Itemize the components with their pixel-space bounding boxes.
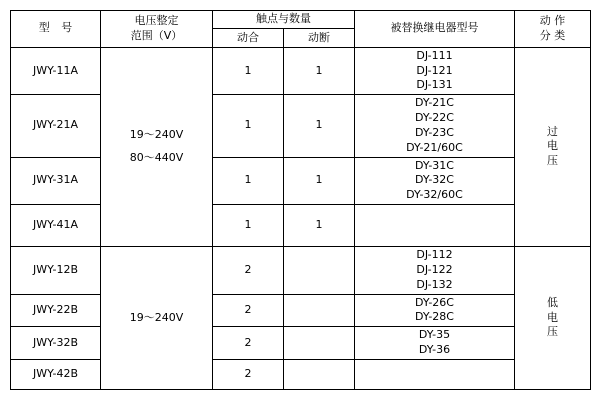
header-action-line1: 动 作: [539, 13, 566, 27]
cell-model: JWY-11A: [11, 47, 101, 95]
header-contacts-nc: 动断: [284, 29, 355, 47]
cell-model: JWY-12B: [11, 247, 101, 295]
table-header-row-1: [11, 11, 591, 29]
header-replaced-model: 被替换继电器型号: [355, 11, 515, 48]
cell-contacts-nc: [284, 247, 355, 295]
table-row: [11, 47, 591, 95]
cell-contacts-nc: 1: [284, 157, 355, 205]
header-model: 型 号: [11, 11, 101, 48]
cell-contacts-nc: [284, 327, 355, 360]
cell-contacts-no: 1: [213, 157, 284, 205]
cell-contacts-nc: [284, 294, 355, 327]
replaced-line: DY-35: [418, 328, 451, 342]
header-action-line2: 分 类: [539, 28, 566, 42]
replaced-line: DY-32/60C: [406, 188, 463, 202]
header-voltage-line1: 电压整定: [134, 13, 179, 27]
replaced-line: DY-36: [418, 343, 451, 357]
cell-replaced: [355, 247, 515, 295]
replaced-line: DY-28C: [415, 310, 454, 324]
voltage-line: 19～240V: [129, 310, 184, 324]
cell-contacts-nc: 1: [284, 47, 355, 95]
replaced-line: DY-22C: [415, 111, 454, 125]
table-row: [11, 157, 591, 205]
cell-contacts-no: 2: [213, 247, 284, 295]
table-row: [11, 95, 591, 157]
cell-model: JWY-42B: [11, 360, 101, 390]
replaced-line: DY-26C: [415, 295, 454, 309]
cell-replaced-empty: [355, 205, 515, 247]
action-class-char: 电: [547, 139, 558, 153]
voltage-line: 80～440V: [129, 150, 184, 164]
cell-contacts-nc: 1: [284, 95, 355, 157]
cell-voltage-group-2: [101, 247, 213, 390]
cell-action-class-group-1: [515, 47, 591, 246]
cell-replaced: [355, 95, 515, 157]
replaced-line: DJ-131: [416, 78, 453, 92]
table-row: [11, 294, 591, 327]
cell-contacts-no: 2: [213, 360, 284, 390]
cell-contacts-nc: 1: [284, 205, 355, 247]
replaced-line: DY-31C: [415, 158, 454, 172]
action-class-char: 压: [547, 325, 558, 339]
cell-replaced: [355, 157, 515, 205]
action-class-char: 过: [547, 124, 558, 138]
replaced-line: DJ-132: [416, 277, 453, 291]
replaced-line: DJ-112: [416, 248, 453, 262]
relay-spec-table: [10, 10, 591, 390]
cell-replaced-empty: [355, 360, 515, 390]
header-contacts: 触点与数量: [213, 11, 355, 29]
cell-model: JWY-22B: [11, 294, 101, 327]
voltage-gap: [103, 143, 210, 151]
cell-model: JWY-32B: [11, 327, 101, 360]
table-row: [11, 205, 591, 247]
cell-model: JWY-41A: [11, 205, 101, 247]
cell-contacts-no: 2: [213, 327, 284, 360]
voltage-line: 19～240V: [129, 128, 184, 142]
replaced-line: DJ-111: [416, 48, 453, 62]
cell-model: JWY-31A: [11, 157, 101, 205]
cell-replaced: [355, 47, 515, 95]
replaced-line: DJ-122: [416, 262, 453, 276]
action-class-char: 电: [547, 310, 558, 324]
action-class-char: 低: [547, 295, 558, 309]
table-row: [11, 327, 591, 360]
table-row: [11, 360, 591, 390]
header-action-class: [515, 11, 591, 48]
cell-contacts-no: 2: [213, 294, 284, 327]
header-voltage-range: [101, 11, 213, 48]
cell-contacts-no: 1: [213, 205, 284, 247]
table-row: [11, 247, 591, 295]
cell-contacts-nc: [284, 360, 355, 390]
replaced-line: DY-32C: [415, 173, 454, 187]
action-class-char: 压: [547, 154, 558, 168]
replaced-line: DY-21/60C: [406, 140, 463, 154]
header-contacts-no: 动合: [213, 29, 284, 47]
cell-replaced: [355, 327, 515, 360]
cell-replaced: [355, 294, 515, 327]
header-voltage-line2: 范围（V）: [130, 28, 183, 42]
cell-contacts-no: 1: [213, 47, 284, 95]
cell-model: JWY-21A: [11, 95, 101, 157]
replaced-line: DY-23C: [415, 125, 454, 139]
cell-action-class-group-2: [515, 247, 591, 390]
cell-voltage-group-1: [101, 47, 213, 246]
cell-contacts-no: 1: [213, 95, 284, 157]
replaced-line: DY-21C: [415, 96, 454, 110]
replaced-line: DJ-121: [416, 63, 453, 77]
